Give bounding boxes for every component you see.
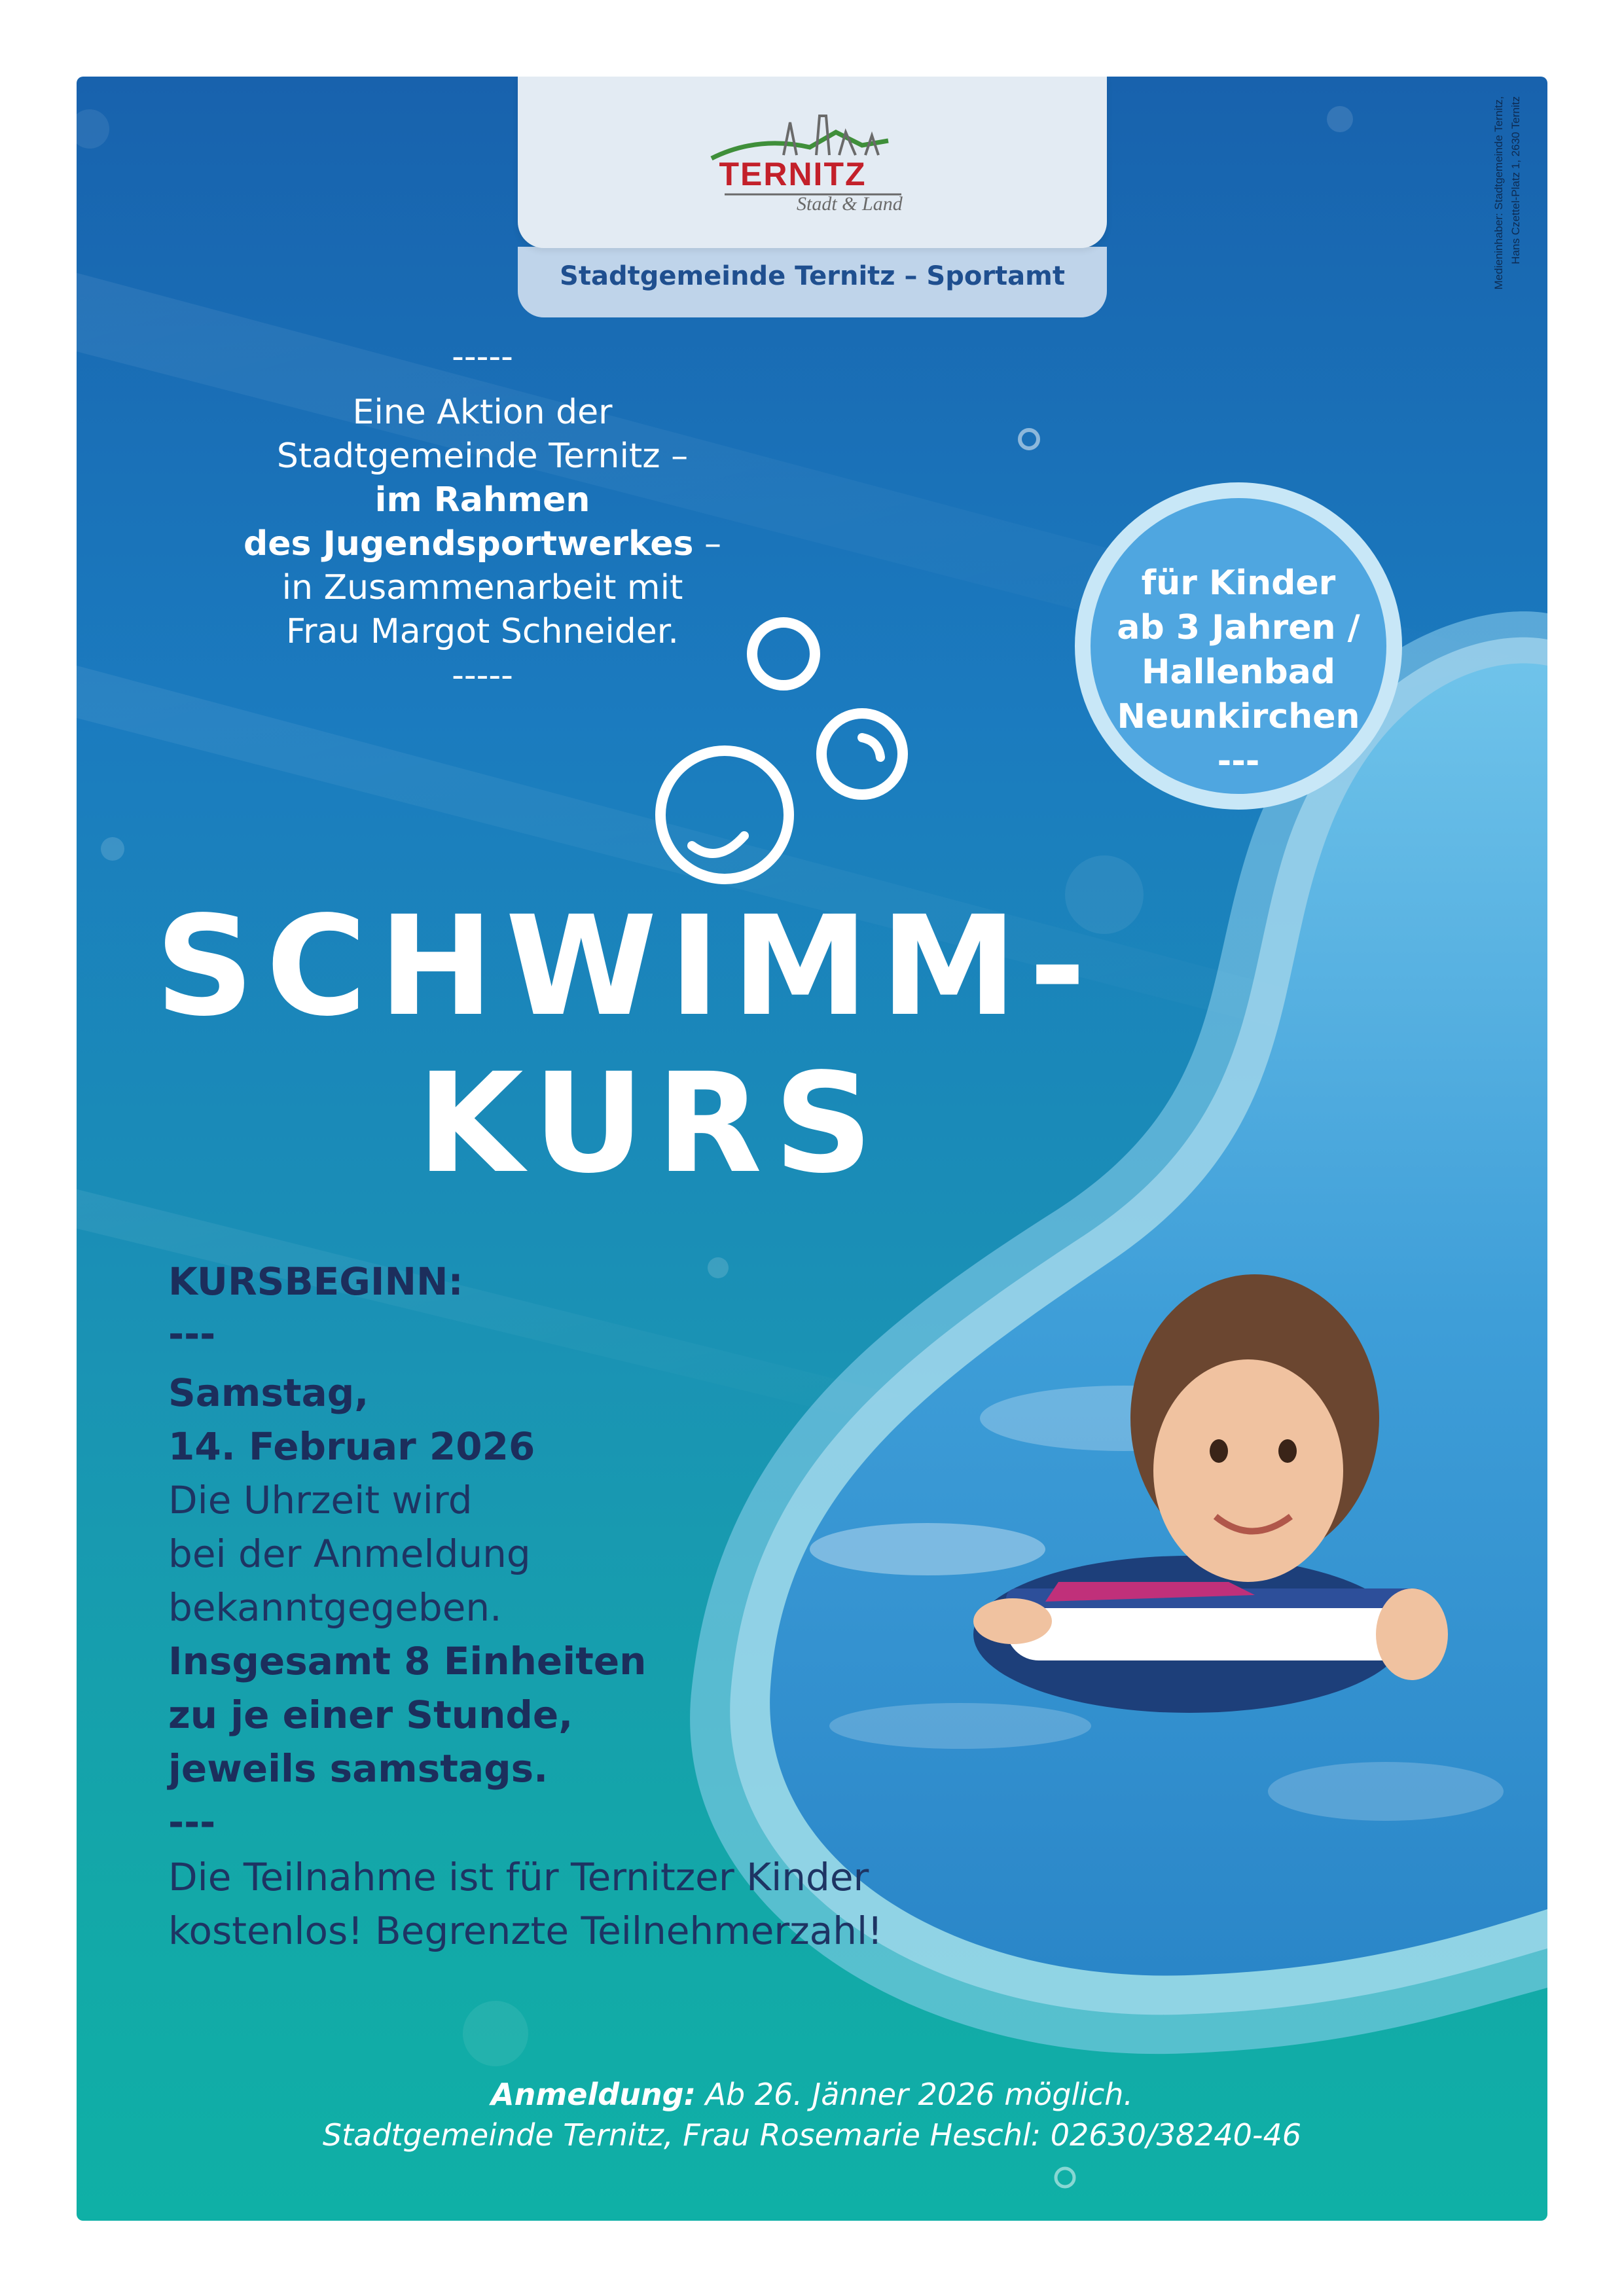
title-line-1: SCHWIMM- xyxy=(155,886,1098,1047)
intro-line-4-bold: des Jugendsportwerkes xyxy=(244,524,694,564)
registration-line-2: Stadtgemeinde Ternitz, Frau Rosemarie Heschl: 02630/38240-46 xyxy=(322,2117,1302,2153)
course-units-line-2: zu je einer Stunde, xyxy=(168,1693,573,1737)
course-separator-2: --- xyxy=(168,1800,216,1844)
badge-line-3: Hallenbad xyxy=(1141,653,1336,692)
intro-line-2: Stadtgemeinde Ternitz – xyxy=(276,437,689,476)
registration-info xyxy=(77,2074,1547,2155)
course-time-line-2: bei der Anmeldung xyxy=(168,1532,531,1576)
course-free-line-2: kostenlos! Begrenzte Teilnehmerzahl! xyxy=(168,1909,883,1953)
badge-line-1: für Kinder xyxy=(1141,564,1336,603)
title-line-2: KURS xyxy=(417,1043,885,1204)
badge-line-4: Neunkirchen xyxy=(1117,697,1360,736)
logo-name: TERNITZ xyxy=(719,156,867,192)
course-date-line-1: Samstag, xyxy=(168,1371,369,1415)
intro-line-4 xyxy=(129,522,836,566)
badge-line-5: --- xyxy=(1217,742,1260,781)
course-free-line-1: Die Teilnahme ist für Ternitzer Kinder xyxy=(168,1855,869,1899)
intro-line-3: im Rahmen xyxy=(374,480,590,520)
intro-line-1: Eine Aktion der xyxy=(352,393,613,432)
course-time-line-3: bekanntgegeben. xyxy=(168,1585,502,1630)
registration-label: Anmeldung: xyxy=(490,2077,696,2112)
course-date-line-2: 14. Februar 2026 xyxy=(168,1424,535,1469)
badge-line-2: ab 3 Jahren / xyxy=(1117,608,1360,647)
intro-line-4-rest: – xyxy=(693,524,721,564)
course-units-line-1: Insgesamt 8 Einheiten xyxy=(168,1639,647,1683)
intro-line-5: in Zusammenarbeit mit xyxy=(281,568,683,607)
imprint xyxy=(1464,96,1522,423)
intro-dashes-top: ----- xyxy=(452,337,513,376)
age-badge-text xyxy=(1091,561,1386,783)
registration-date: Ab 26. Jänner 2026 möglich. xyxy=(695,2077,1134,2112)
imprint-line-1: Medieninhaber: Stadtgemeinde Ternitz, xyxy=(1492,96,1505,290)
registration-line-1 xyxy=(77,2074,1547,2115)
department-label: Stadtgemeinde Ternitz – Sportamt xyxy=(560,261,1065,291)
intro-dashes-bottom: ----- xyxy=(452,656,513,695)
course-units-line-3: jeweils samstags. xyxy=(168,1746,549,1791)
course-separator-1: --- xyxy=(168,1312,216,1356)
intro-line-6: Frau Margot Schneider. xyxy=(286,612,679,651)
course-heading: KURSBEGINN: xyxy=(168,1259,463,1304)
course-time-line-1: Die Uhrzeit wird xyxy=(168,1478,473,1522)
imprint-line-2: Hans Czettel-Platz 1, 2630 Ternitz xyxy=(1509,96,1522,264)
logo-tagline: Stadt & Land xyxy=(797,193,903,215)
poster xyxy=(77,77,1547,2221)
